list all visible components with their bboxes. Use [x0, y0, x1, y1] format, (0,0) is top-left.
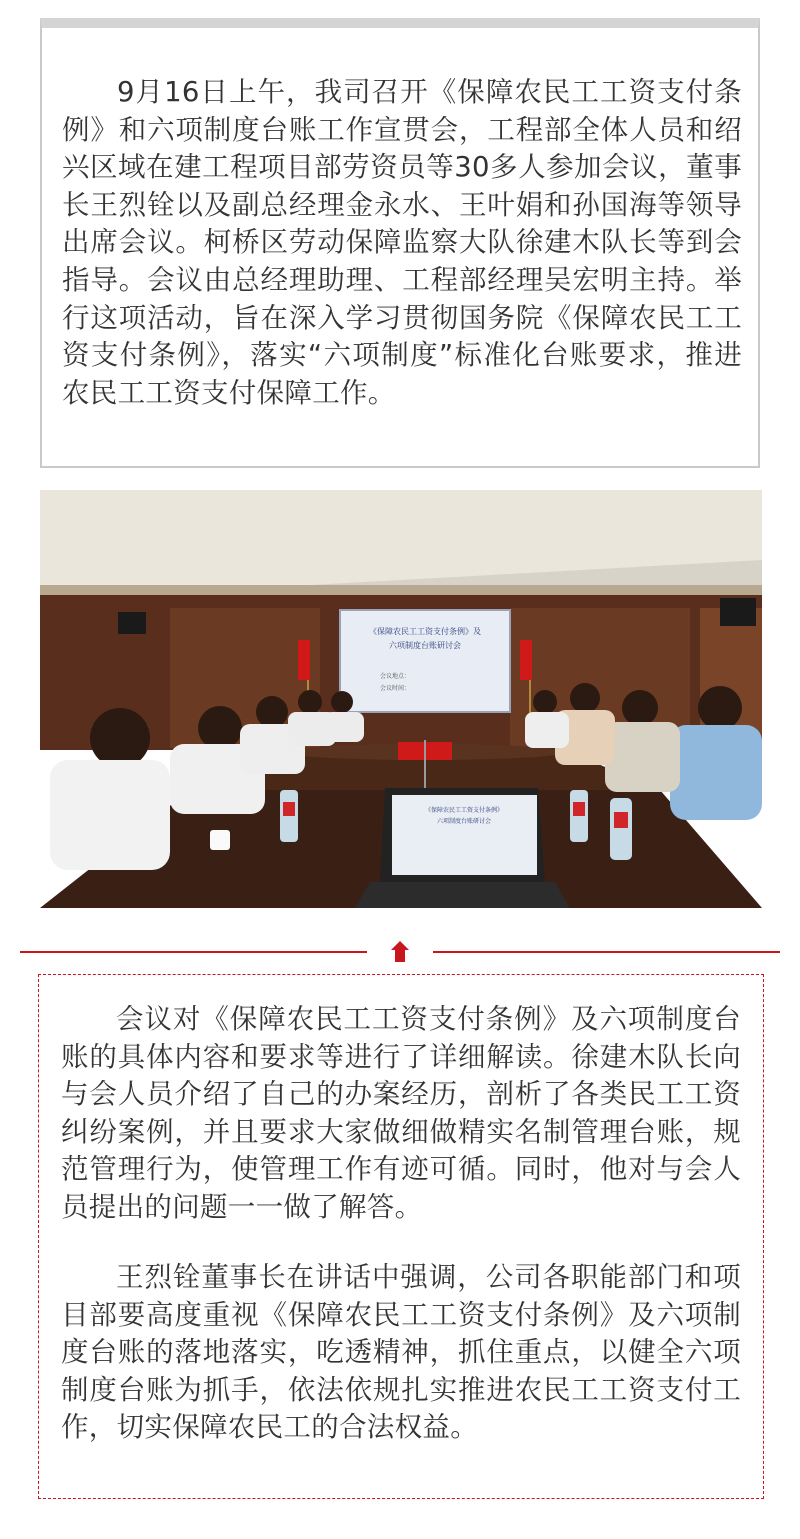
detail-paragraph-1: 会议对《保障农民工工资支付条例》及六项制度台账的具体内容和要求等进行了详细解读。徐建木队长向与会人员介绍了自己的办案经历，剖析了各类民工工资纠纷案例，并且要求大家做细做精实名制管理台账，规范管理行为，使管理工作有迹可循。同时，他对与会人员提出的问题一一做了解答。 [61, 1003, 741, 1223]
laptop-screen-title: 《保障农民工工资支付条例》 [424, 807, 504, 814]
screen-subtitle: 六项制度台账研讨会 [389, 641, 461, 650]
section-divider [20, 940, 780, 964]
detail-text-box [38, 974, 764, 1499]
divider-line-left [20, 951, 367, 953]
intro-paragraph: 9月16日上午，我司召开《保障农民工工资支付条例》和六项制度台账工作宣贯会，工程部全体人员和绍兴区域在建工程项目部劳资员等30多人参加会议，董事长王烈铨以及副总经理金永水、王叶娟和孙国海等领导出席会议。柯桥区劳动保障监察大队徐建木队长等到会指导。会议由总经理助理、工程部经理吴宏明主持。举行这项活动，旨在深入学习贯彻国务院《保障农民工工资支付条例》，落实“六项制度”标准化台账要求，推进农民工工资支付保障工作。 [62, 76, 742, 409]
detail-paragraph-2: 王烈铨董事长在讲话中强调，公司各职能部门和项目部要高度重视《保障农民工工资支付条例》及六项制度台账的落地落实，吃透精神，抓住重点，以健全六项制度台账为抓手，依法依规扎实推进农民工工资支付工作，切实保障农民工的合法权益。 [61, 1261, 741, 1444]
screen-title: 《保障农民工工资支付条例》及 [369, 627, 481, 636]
screen-info-time: 会议时间： [380, 685, 411, 692]
divider-line-right [433, 951, 780, 953]
meeting-photo [40, 490, 762, 908]
arrow-up-icon [390, 940, 410, 964]
intro-text-box [40, 18, 760, 468]
screen-info-location: 会议地点： [380, 673, 411, 680]
laptop-screen-subtitle: 六项制度台账研讨会 [436, 818, 492, 825]
